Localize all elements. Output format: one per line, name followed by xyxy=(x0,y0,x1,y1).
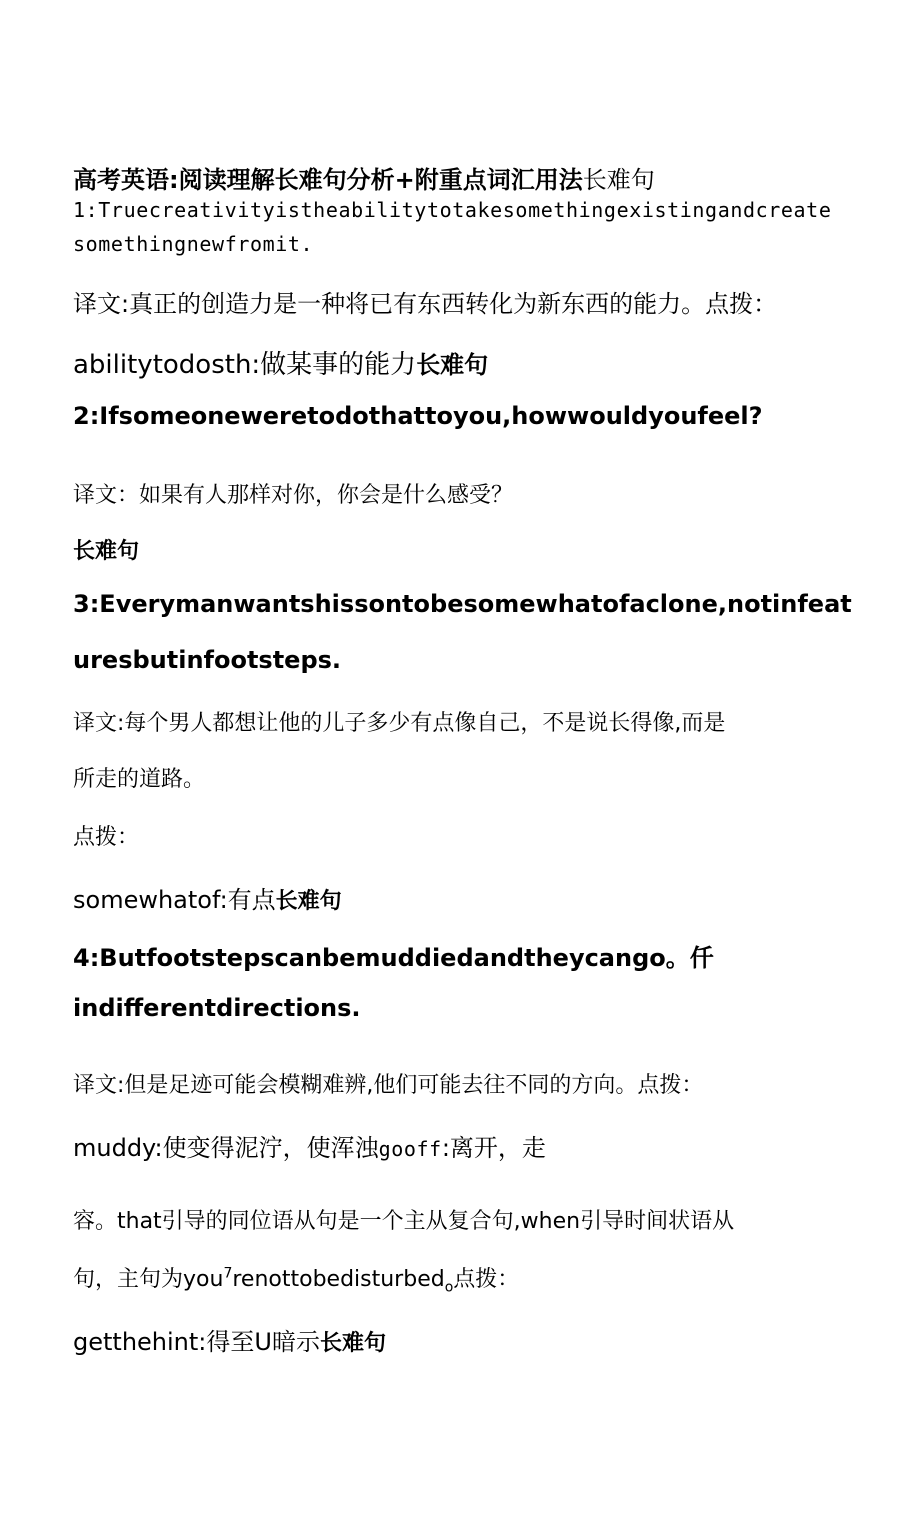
sentence-3-label: 长难句 xyxy=(73,539,140,564)
sentence-1-line-2: somethingnewfromit. xyxy=(73,232,314,256)
title-label: 长难句 xyxy=(582,166,655,194)
sentence-4-note xyxy=(73,1128,546,1163)
section-label: 长难句 xyxy=(275,889,342,914)
sentence-2: 2:Ifsomeoneweretodothattoyou,howwouldyoufeel? xyxy=(73,402,763,430)
sentence-3-line-2: uresbutinfootsteps. xyxy=(73,646,342,674)
title-bold: 高考英语:阅读理解长难句分析+附重点词汇用法 xyxy=(73,166,583,194)
paragraph-5-line-1: 容。that引导的同位语从句是一个主从复合句,when引导时间状语从 xyxy=(73,1209,735,1234)
sentence-1-note xyxy=(73,344,488,381)
sentence-3-translation-line-2: 所走的道路。 xyxy=(73,767,206,792)
p5-part-a: 句，主句为you xyxy=(73,1267,224,1292)
sentence-4-line-1: 4:Butfootstepscanbemuddiedandtheycango。仟 xyxy=(73,944,714,972)
vocab-note-c: :离开，走 xyxy=(441,1134,546,1162)
section-label: 长难句 xyxy=(416,351,489,379)
sentence-4-line-2: indifferentdirections. xyxy=(73,994,361,1022)
vocab-note-a: muddy:使变得泥泞，使浑浊 xyxy=(73,1134,379,1162)
paragraph-5-line-2 xyxy=(73,1262,519,1295)
paragraph-6 xyxy=(73,1322,386,1357)
vocab-note-b: gooff xyxy=(378,1137,442,1161)
section-label: 长难句 xyxy=(319,1331,386,1356)
sentence-1-translation: 译文:真正的创造力是一种将已有东西转化为新东西的能力。点拨： xyxy=(73,290,778,318)
sentence-1-line-1: 1:Truecreativityistheabilitytotakesomethingexistingandcreate xyxy=(73,198,832,222)
sentence-3-note xyxy=(73,880,342,915)
p5-sub: o xyxy=(444,1279,454,1296)
vocab-note: getthehint:得至U暗示 xyxy=(73,1328,320,1356)
p5-sup: 7 xyxy=(223,1265,233,1282)
vocab-note: somewhatof:有点 xyxy=(73,886,276,914)
p5-part-c: 点拨： xyxy=(453,1267,520,1292)
document-title xyxy=(73,160,655,195)
p5-part-b: renottobedisturbed xyxy=(232,1267,445,1292)
sentence-3-translation-line-1: 译文:每个男人都想让他的儿子多少有点像自己，不是说长得像,而是 xyxy=(73,711,726,736)
sentence-4-translation: 译文:但是足迹可能会模糊难辨,他们可能去往不同的方向。点拨： xyxy=(73,1073,704,1098)
vocab-note: abilitytodosth:做某事的能力 xyxy=(73,350,417,380)
sentence-3-line-1: 3:Everymanwantshissontobesomewhatofaclone,notinfeat xyxy=(73,590,852,618)
sentence-2-translation: 译文：如果有人那样对你，你会是什么感受？ xyxy=(73,483,514,508)
sentence-3-hint-label: 点拨： xyxy=(73,825,140,850)
